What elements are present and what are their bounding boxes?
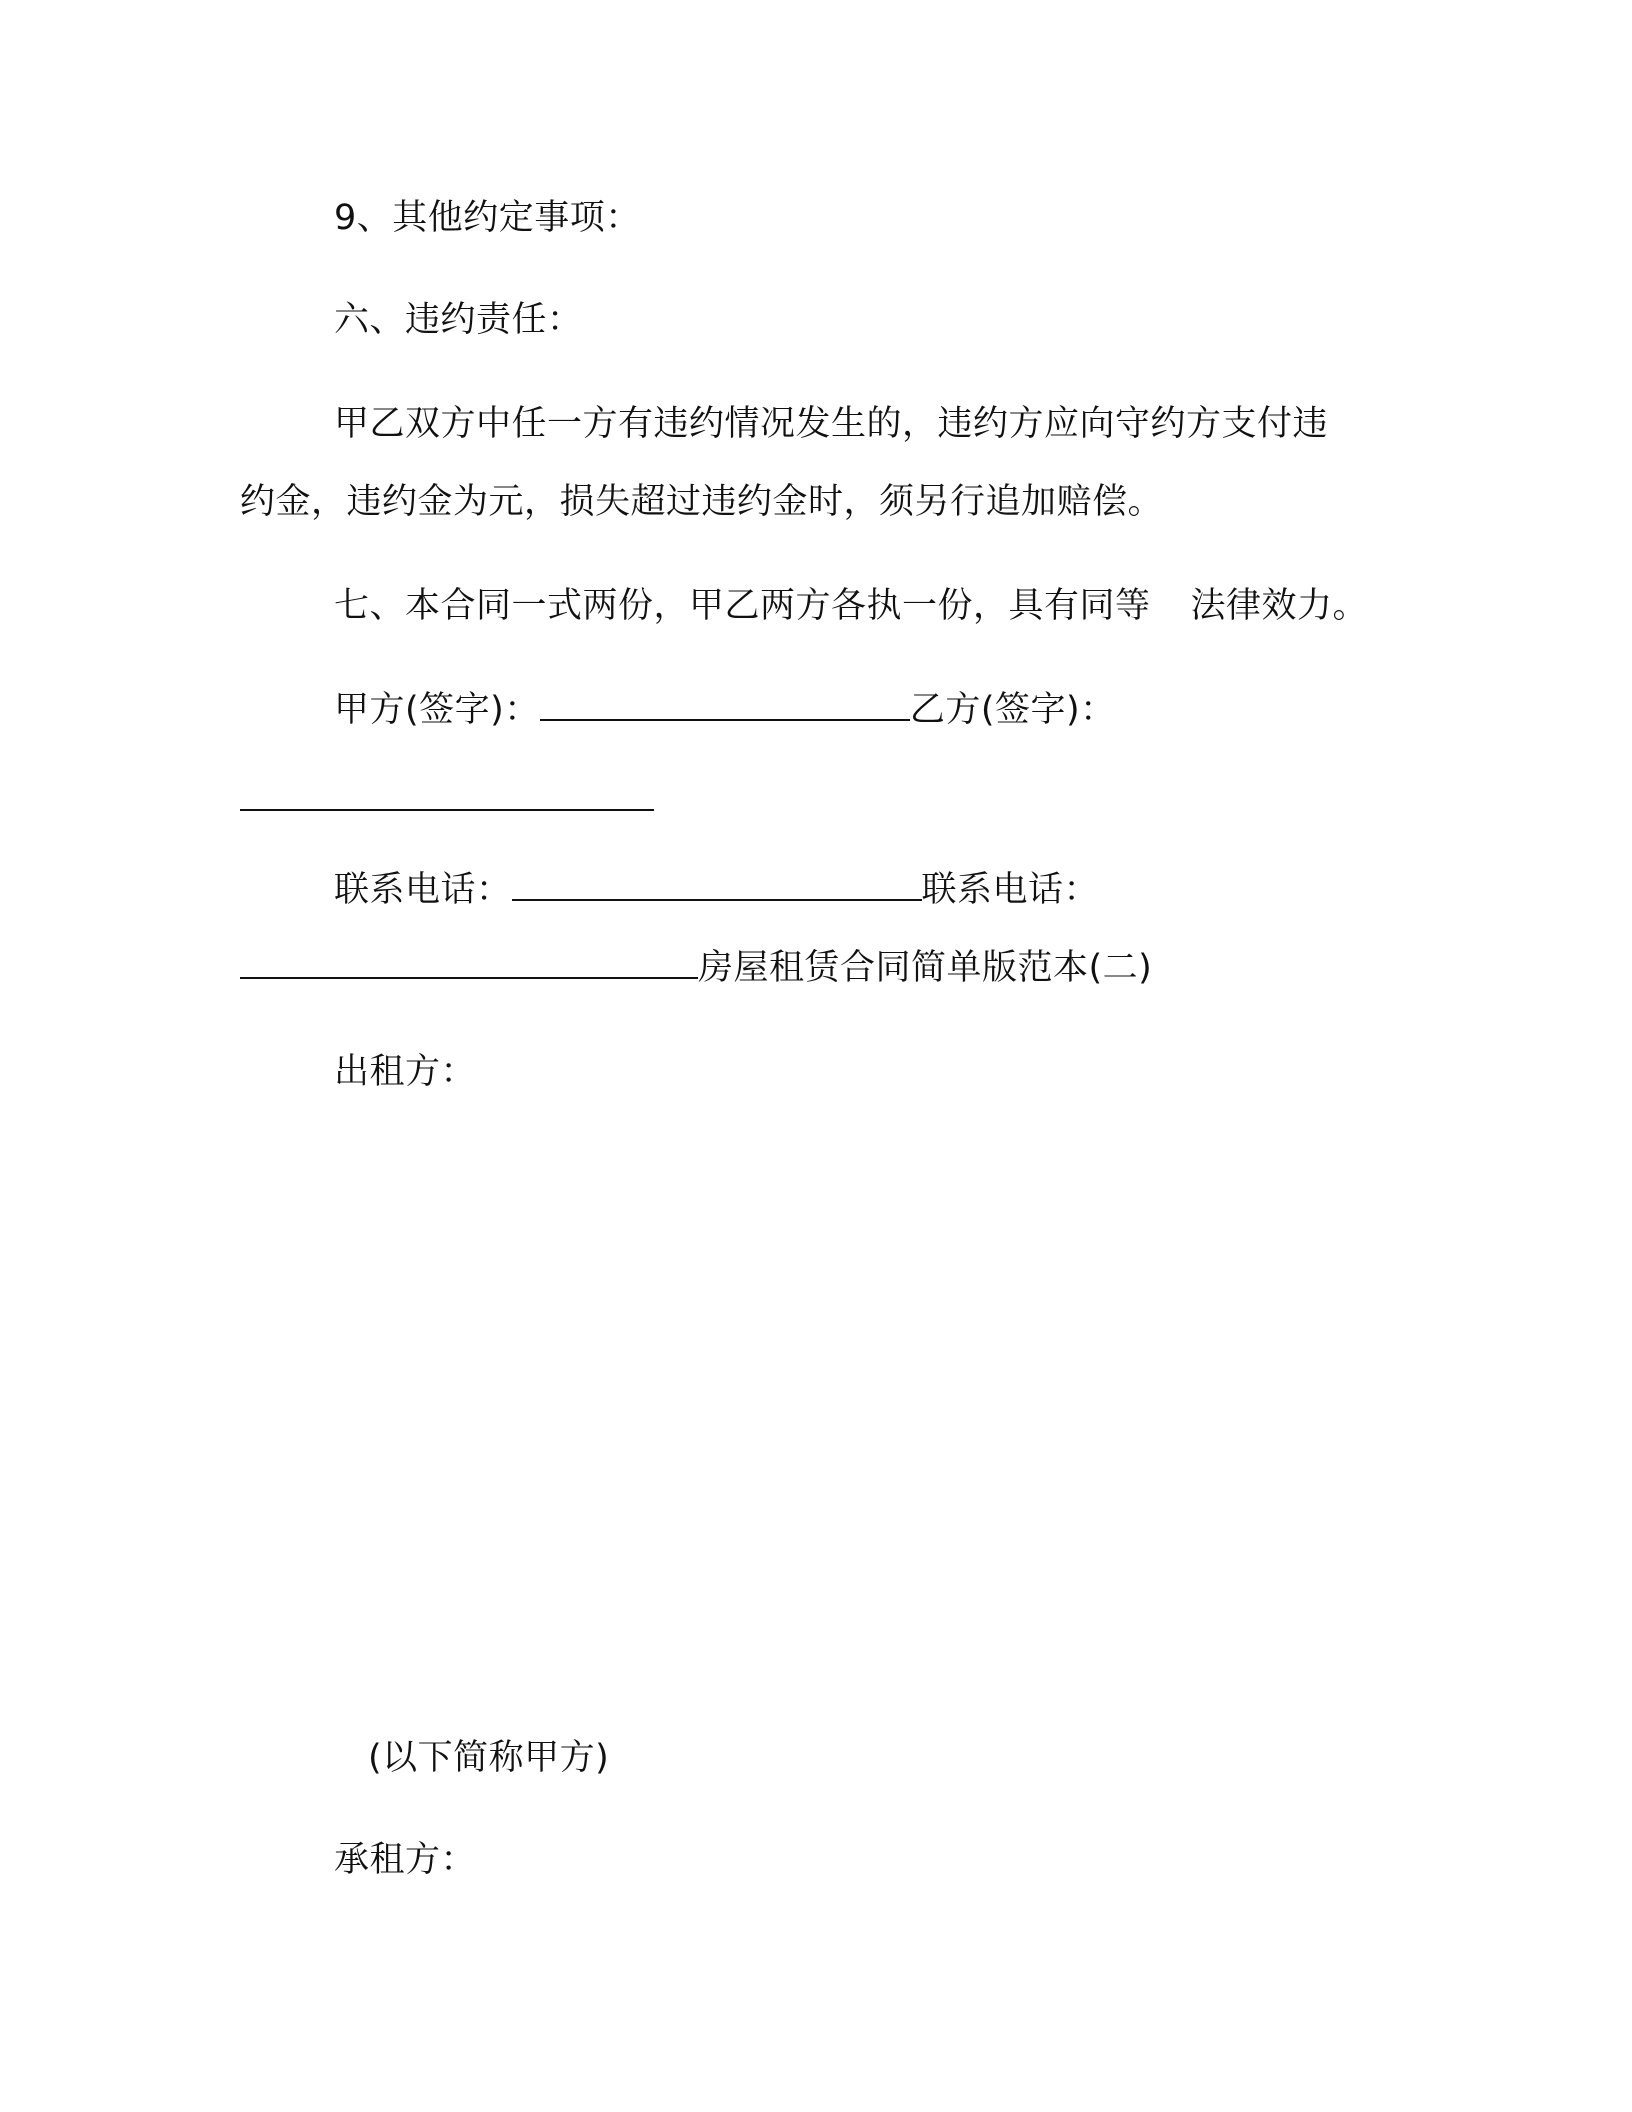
item-9-other-terms: 9、其他约定事项： — [334, 198, 641, 238]
lessor-label: 出租方： — [334, 1052, 477, 1092]
phone-a-blank — [512, 869, 922, 901]
next-contract-title: 房屋租赁合同简单版范本(二) — [698, 948, 1153, 988]
party-b-sign-blank-row — [240, 778, 654, 822]
section-6-paragraph-line-2: 约金，违约金为元，损失超过违约金时，须另行追加赔偿。 — [240, 482, 1164, 522]
party-a-sign-blank — [540, 689, 910, 721]
phone-b-and-next-title-row — [240, 946, 1152, 990]
party-b-sign-blank — [240, 779, 654, 811]
phone-label-b: 联系电话： — [921, 870, 1100, 910]
section-7-text-part-1: 七、本合同一式两份，甲乙两方各执一份，具有同等 — [334, 586, 1151, 626]
lessee-label: 承租方： — [334, 1840, 477, 1880]
phone-line — [334, 868, 1099, 912]
signature-line — [334, 688, 1116, 732]
section-7-paragraph — [334, 584, 1368, 628]
section-7-text-part-2: 法律效力。 — [1190, 586, 1369, 626]
lessor-abbreviation: (以下简称甲方) — [368, 1738, 610, 1778]
party-b-sign-label: 乙方(签字)： — [909, 690, 1116, 730]
section-6-heading: 六、违约责任： — [334, 300, 583, 340]
party-a-sign-label: 甲方(签字)： — [334, 690, 540, 730]
phone-b-blank — [240, 947, 698, 979]
section-6-paragraph-line-1: 甲乙双方中任一方有违约情况发生的，违约方应向守约方支付违 — [334, 404, 1329, 444]
phone-label-a: 联系电话： — [334, 870, 512, 910]
